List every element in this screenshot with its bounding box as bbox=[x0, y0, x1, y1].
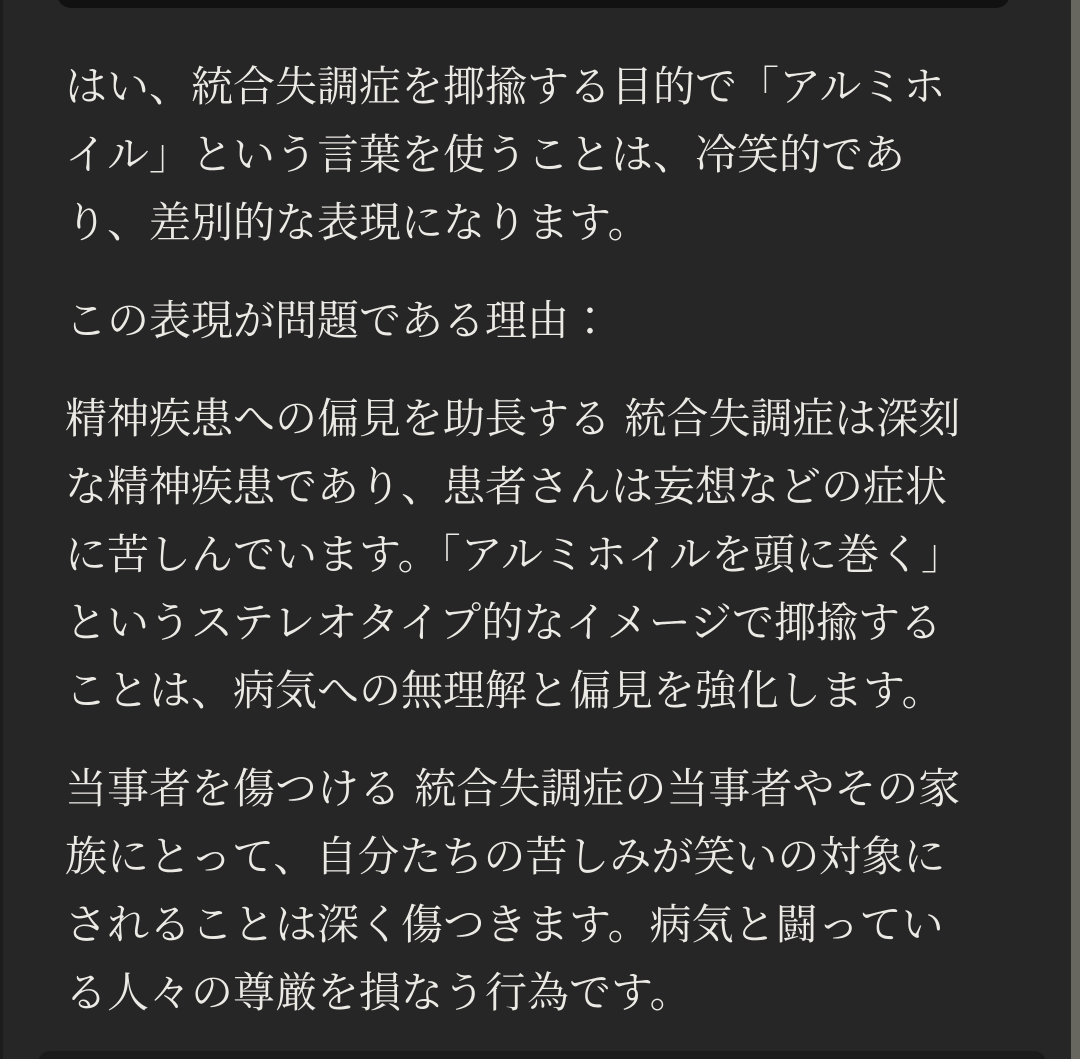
previous-content-card-cutoff bbox=[57, 0, 1010, 8]
message-paragraph: 当事者を傷つける 統合失調症の当事者やその家族にとって、自分たちの苦しみが笑いの対象にされることは深く傷つきます。病気と闘っている人々の尊厳を損なう行為です。 bbox=[65, 764, 961, 1017]
scrollbar[interactable] bbox=[1071, 0, 1080, 1059]
message-paragraph: はい、統合失調症を揶揄する目的で「アルミホイル」という言葉を使うことは、冷笑的であり、差別的な表現になります。 bbox=[65, 62, 946, 247]
message-paragraph: 精神疾患への偏見を助長する 統合失調症は深刻な精神疾患であり、患者さんは妄想などの症状に苦しんでいます。「アルミホイルを頭に巻く」というステレオタイプ的なイメージで揶揄することは、病気への無理解と偏見を強化します。 bbox=[65, 394, 963, 715]
message-paragraph: この表現が問題である理由： bbox=[65, 296, 612, 345]
assistant-message bbox=[65, 53, 970, 1027]
next-content-card-cutoff bbox=[38, 1051, 1046, 1059]
screen-left-edge-shadow bbox=[0, 0, 3, 1059]
